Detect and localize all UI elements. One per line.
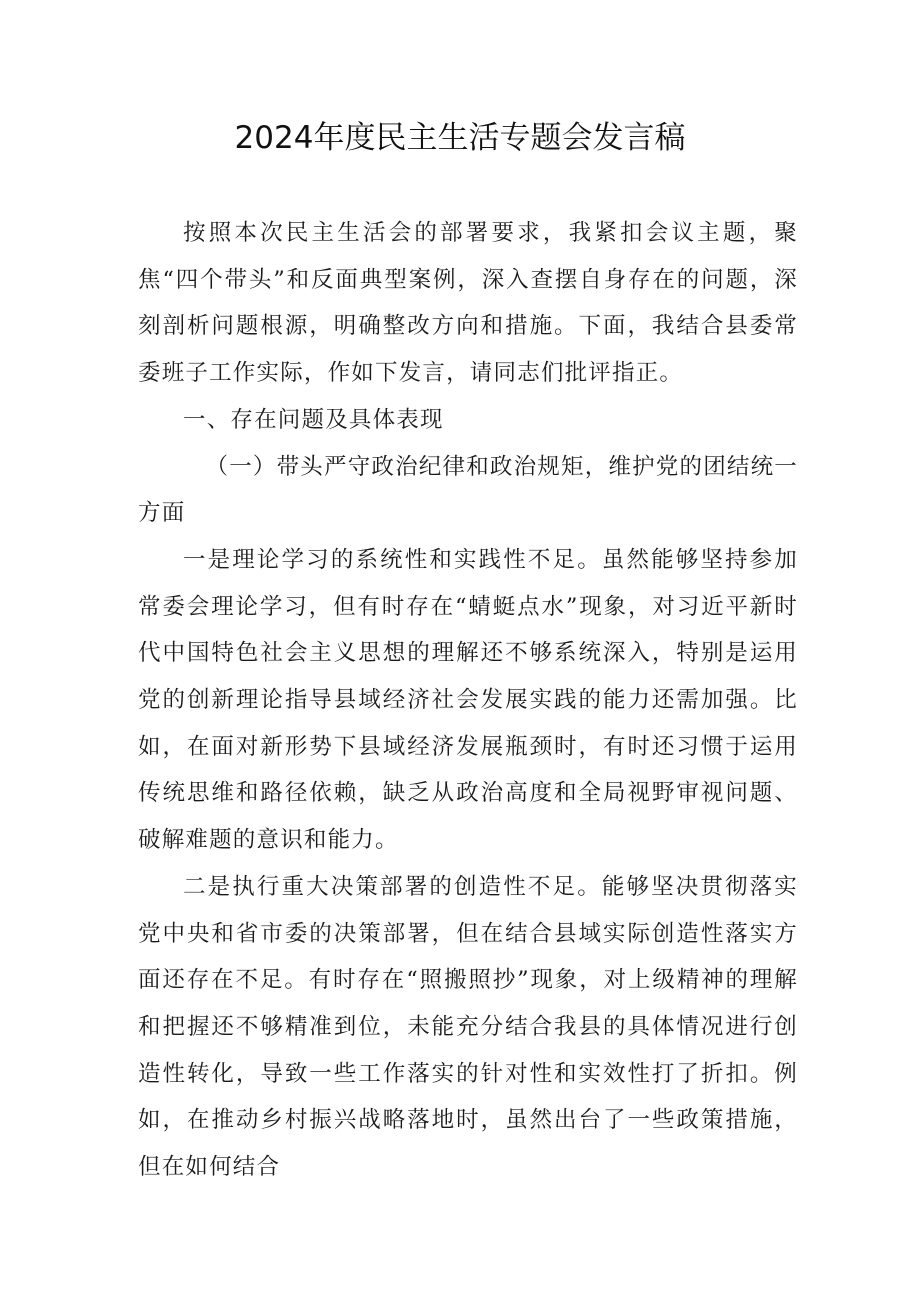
intro-paragraph: 按照本次民主生活会的部署要求，我紧扣会议主题，聚焦“四个带头”和反面典型案例，深入查摆自身存在的问题，深刻剖析问题根源，明确整改方向和措施。下面，我结合县委常委班子工作实际，作如下发言，请同志们批评指正。 — [138, 220, 798, 387]
section-heading: 一、存在问题及具体表现 — [183, 406, 444, 433]
point-1-paragraph: 一是理论学习的系统性和实践性不足。虽然能够坚持参加常委会理论学习，但有时存在“蜻蜓点水”现象，对习近平新时代中国特色社会主义思想的理解还不够系统深入，特别是运用党的创新理论指导县域经济社会发展实践的能力还需加强。比如，在面对新形势下县域经济发展瓶颈时，有时还习惯于运用传统思维和路径依赖，缺乏从政治高度和全局视野审视问题、破解难题的意识和能力。 — [138, 546, 798, 854]
sub-heading: （一）带头严守政治纪律和政治规矩，维护党的团结统一方面 — [138, 453, 799, 527]
document-title: 2024年度民主生活专题会发言稿 — [234, 120, 686, 156]
document-body — [138, 210, 798, 1191]
point-2-paragraph: 二是执行重大决策部署的创造性不足。能够坚决贯彻落实党中央和省市委的决策部署，但在结合县域实际创造性落实方面还存在不足。有时存在“照搬照抄”现象，对上级精神的理解和把握还不够精准到位，未能充分结合我县的具体情况进行创造性转化，导致一些工作落实的针对性和实效性打了折扣。例如，在推动乡村振兴战略落地时，虽然出台了一些政策措施，但在如何结合 — [138, 873, 798, 1181]
